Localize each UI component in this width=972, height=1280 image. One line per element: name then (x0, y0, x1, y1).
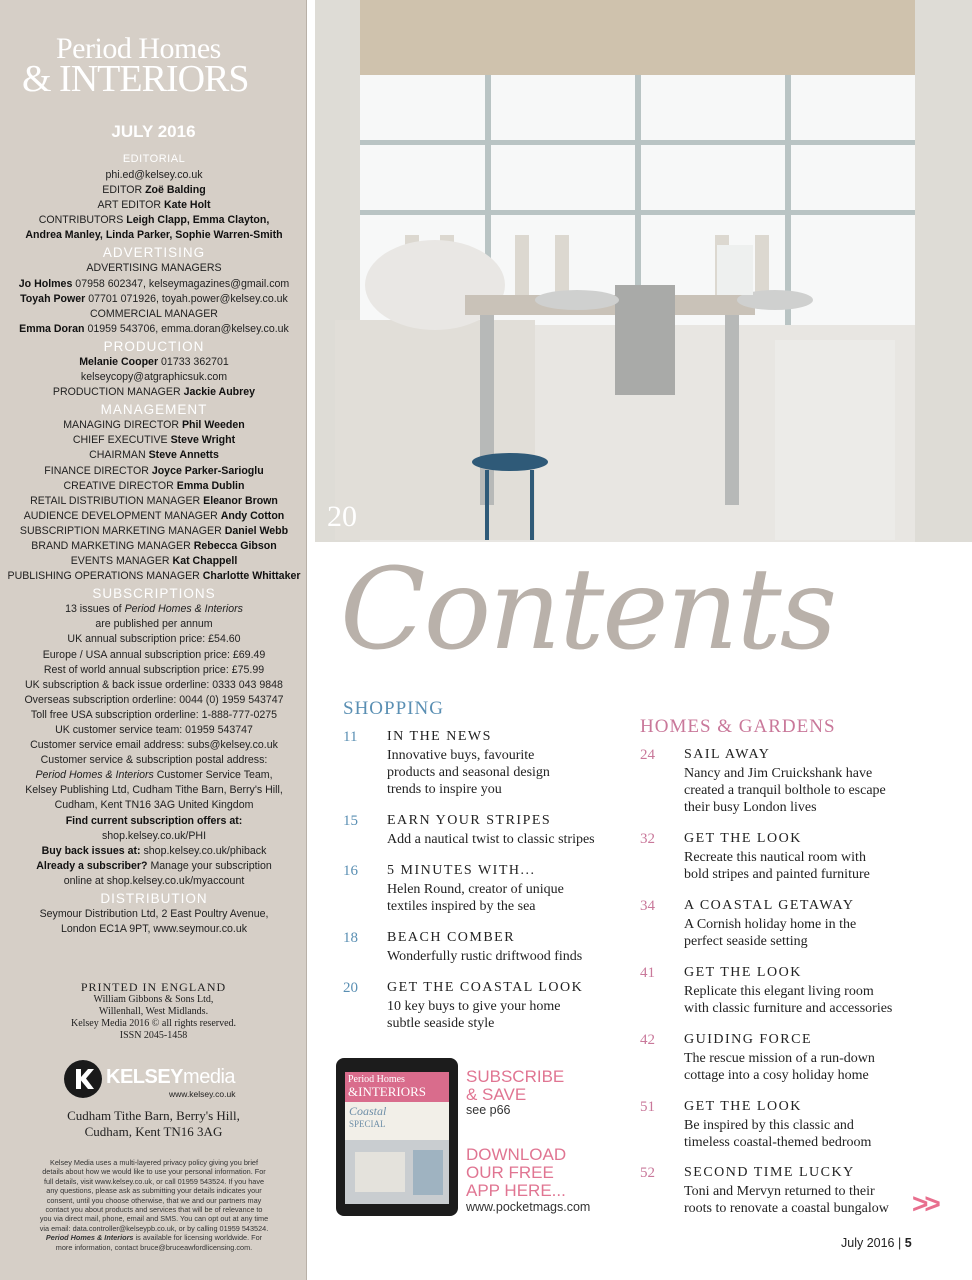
entry-description: Innovative buys, favourite products and seasonal design trends to inspire you (387, 748, 550, 797)
credit-line: CHIEF EXECUTIVE Steve Wright (72, 434, 236, 447)
subs-line: Europe / USA annual subscription price: £69.49 (42, 648, 266, 661)
subs-line: Period Homes & Interiors Customer Service Team, (35, 769, 273, 782)
download-app-promo[interactable]: DOWNLOAD OUR FREE APP HERE... (466, 1145, 567, 1200)
entry-title: BEACH COMBER (387, 930, 516, 945)
page-number: 41 (640, 965, 655, 981)
credit-line: ART EDITOR Kate Holt (97, 199, 211, 212)
credit-line: ADVERTISING MANAGERS (86, 262, 222, 275)
tablet-cover-image (336, 1058, 458, 1216)
folio-page-number: 5 (904, 1236, 912, 1250)
subs-line: are published per annum (95, 618, 213, 631)
page-number: 15 (343, 813, 358, 829)
page-number: 24 (640, 747, 655, 763)
subs-line: Rest of world annual subscription price: £75.99 (43, 663, 265, 676)
subs-line: Toll free USA subscription orderline: 1-888-777-0275 (30, 708, 278, 721)
printed-line: Kelsey Media 2016 © all rights reserved. (70, 1018, 237, 1029)
issue-date: JULY 2016 (111, 122, 196, 141)
entry-title: GET THE LOOK (684, 831, 802, 846)
publisher-address: Cudham Tithe Barn, Berry's Hill, Cudham, Kent TN16 3AG (67, 1108, 240, 1139)
entry-title: SECOND TIME LUCKY (684, 1165, 855, 1180)
logo-url: www.kelsey.co.uk (169, 1089, 236, 1099)
kelsey-k-icon (64, 1060, 102, 1098)
page-number: 20 (343, 980, 358, 996)
credit-line: SUBSCRIPTION MARKETING MANAGER Daniel Webb (19, 524, 289, 537)
subs-line: UK customer service team: 01959 543747 (55, 724, 253, 736)
cover-title-line1: Period Homes (348, 1074, 405, 1085)
dist-line: Seymour Distribution Ltd, 2 East Poultry Avenue, (39, 908, 269, 921)
entry-title: GET THE COASTAL LOOK (387, 980, 584, 995)
credit-line: EVENTS MANAGER Kat Chappell (70, 555, 238, 568)
page-number: 16 (343, 863, 358, 879)
credit-line: CREATIVE DIRECTOR Emma Dublin (63, 479, 245, 492)
subscribe-promo-page: see p66 (466, 1103, 511, 1117)
entry-title: 5 MINUTES WITH... (387, 863, 536, 878)
credit-line: COMMERCIAL MANAGER (90, 307, 218, 320)
credit-line: CONTRIBUTORS Leigh Clapp, Emma Clayton, (38, 214, 270, 227)
printer-info (0, 980, 307, 1042)
page-number: 51 (640, 1099, 655, 1115)
entry-description: A Cornish holiday home in the perfect seaside setting (684, 917, 857, 949)
credit-line: PRODUCTION MANAGER Jackie Aubrey (52, 386, 256, 399)
entry-description: 10 key buys to give your home subtle seaside style (387, 999, 561, 1031)
entry-description: Wonderfully rustic driftwood finds (387, 949, 583, 964)
editorial-email: phi.ed@kelsey.co.uk (105, 169, 203, 181)
subs-line: Find current subscription offers at: (65, 814, 243, 827)
page-number: 32 (640, 831, 655, 847)
photo-page-number: 20 (327, 500, 357, 533)
subs-line: online at shop.kelsey.co.uk/myaccount (63, 874, 245, 887)
advertising-heading: ADVERTISING (102, 245, 206, 261)
dist-line: London EC1A 9PT, www.seymour.co.uk (60, 923, 248, 936)
subs-line: Customer service email address: subs@kelsey.co.uk (30, 739, 278, 752)
privacy-notice: Kelsey Media uses a multi-layered privacy policy giving you brief details about how we would like to use your personal information. For full details, visit www.kelsey.co.uk, or call 01959 543524. If you have any questions, please ask as submitting your details indicates your consent, until you choose otherwise, that we and our partners may contact you about products and services that will be of relevance to you via direct mail, phone, email and SMS. You can opt out at any time via email: data.controller@kelseypb.co.uk, or by calling 01959 543524. Period Homes & Interiors is available for licensing worldwide. For more information, contact bruce@bruceawfordlicensing.com. (39, 1158, 269, 1252)
feature-photo (315, 0, 972, 542)
credit-line: Jo Holmes 07958 602347, kelseymagazines@gmail.com (18, 277, 290, 290)
subs-line: Cudham, Kent TN16 3AG United Kingdom (54, 799, 254, 812)
production-heading: PRODUCTION (103, 338, 205, 354)
page-number: 18 (343, 930, 358, 946)
logo-wordmark: KELSEYmedia (106, 1066, 236, 1088)
credit-line: Toyah Power 07701 071926, toyah.power@kelsey.co.uk (20, 292, 288, 305)
page-number: 34 (640, 898, 655, 914)
entry-title: A COASTAL GETAWAY (684, 898, 855, 913)
masthead-title-line1: Period Homes (56, 32, 221, 65)
subs-line: shop.kelsey.co.uk/PHI (101, 829, 207, 842)
subs-line: Overseas subscription orderline: 0044 (0) 1959 543747 (24, 693, 284, 706)
pocketmags-url[interactable]: www.pocketmags.com (466, 1200, 591, 1214)
entry-title: GET THE LOOK (684, 1099, 802, 1114)
credit-line: Andrea Manley, Linda Parker, Sophie Warren-Smith (25, 229, 283, 242)
credit-line: BRAND MARKETING MANAGER Rebecca Gibson (31, 539, 277, 552)
entry-title: SAIL AWAY (684, 747, 771, 762)
subscriptions-heading: SUBSCRIPTIONS (92, 586, 216, 602)
subs-line: UK annual subscription price: £54.60 (67, 633, 241, 646)
subs-line: Kelsey Publishing Ltd, Cudham Tithe Barn, Berry's Hill, (25, 784, 283, 797)
printed-line: ISSN 2045-1458 (119, 1030, 188, 1041)
entry-description: Toni and Mervyn returned to their roots to renovate a coastal bungalow (684, 1184, 889, 1216)
page-number: 11 (343, 729, 358, 745)
masthead-title-line2: & INTERIORS (22, 58, 249, 100)
subscribe-promo[interactable]: SUBSCRIBE & SAVE (466, 1067, 565, 1104)
credit-line: PUBLISHING OPERATIONS MANAGER Charlotte Whittaker (7, 570, 301, 583)
subs-line: Already a subscriber? Manage your subscription (36, 859, 272, 872)
printed-line: Willenhall, West Midlands. (98, 1006, 209, 1017)
printed-heading: PRINTED IN ENGLAND (80, 980, 227, 994)
entry-description: Add a nautical twist to classic stripes (387, 832, 595, 847)
entry-title: EARN YOUR STRIPES (387, 813, 552, 828)
credit-line: CHAIRMAN Steve Annetts (89, 449, 219, 462)
subs-line: 13 issues of Period Homes & Interiors (65, 603, 243, 616)
shopping-heading: SHOPPING (343, 698, 444, 719)
credit-line: MANAGING DIRECTOR Phil Weeden (63, 419, 245, 432)
credits-list (4, 150, 304, 937)
kelsey-media-logo (64, 1060, 254, 1100)
credit-line: RETAIL DISTRIBUTION MANAGER Eleanor Brown (30, 494, 278, 507)
entry-title: GET THE LOOK (684, 965, 802, 980)
entry-description: Be inspired by this classic and timeless coastal-themed bedroom (684, 1118, 872, 1150)
entry-title: IN THE NEWS (387, 729, 492, 744)
subs-line: Customer service & subscription postal address: (40, 754, 268, 767)
credit-line: EDITOR Zoë Balding (102, 184, 206, 197)
cover-tag2: SPECIAL (349, 1119, 386, 1129)
credit-line: kelseycopy@atgraphicsuk.com (80, 371, 228, 384)
coastal-room-illustration (315, 0, 972, 542)
editorial-heading: EDITORIAL (122, 153, 186, 165)
entry-description: Recreate this nautical room with bold stripes and painted furniture (684, 850, 870, 882)
contents-title: Contents (340, 545, 836, 675)
entry-description: Nancy and Jim Cruickshank have created a tranquil bolthole to escape their busy London lives (684, 766, 886, 815)
entry-description: The rescue mission of a run-down cottage into a cosy holiday home (684, 1051, 875, 1083)
magazine-cover (345, 1072, 449, 1204)
credit-line: Emma Doran 01959 543706, emma.doran@kelsey.co.uk (19, 322, 289, 335)
credit-line: AUDIENCE DEVELOPMENT MANAGER Andy Cotton (23, 509, 285, 522)
cover-title-line2: &INTERIORS (348, 1084, 426, 1099)
page-number: 52 (640, 1165, 655, 1181)
entry-description: Replicate this elegant living room with classic furniture and accessories (684, 984, 893, 1016)
next-page-arrow-icon: >> (912, 1188, 937, 1219)
folio-date: July 2016 | (841, 1236, 902, 1250)
subs-line: UK subscription & back issue orderline: 0333 043 9848 (25, 678, 283, 691)
distribution-heading: DISTRIBUTION (100, 891, 208, 907)
cover-tag1: Coastal (349, 1104, 387, 1118)
subs-line: Buy back issues at: shop.kelsey.co.uk/phiback (41, 844, 267, 857)
homes-gardens-heading: HOMES & GARDENS (640, 716, 836, 737)
credit-line: Melanie Cooper 01733 362701 (79, 355, 229, 368)
credit-line: FINANCE DIRECTOR Joyce Parker-Sarioglu (44, 464, 264, 477)
management-heading: MANAGEMENT (100, 402, 208, 418)
entry-description: Helen Round, creator of unique textiles inspired by the sea (387, 882, 564, 914)
entry-title: GUIDING FORCE (684, 1032, 812, 1047)
page-number: 42 (640, 1032, 655, 1048)
masthead-sidebar (0, 0, 307, 1280)
printed-line: William Gibbons & Sons Ltd, (93, 994, 214, 1005)
page-folio (841, 1236, 912, 1250)
